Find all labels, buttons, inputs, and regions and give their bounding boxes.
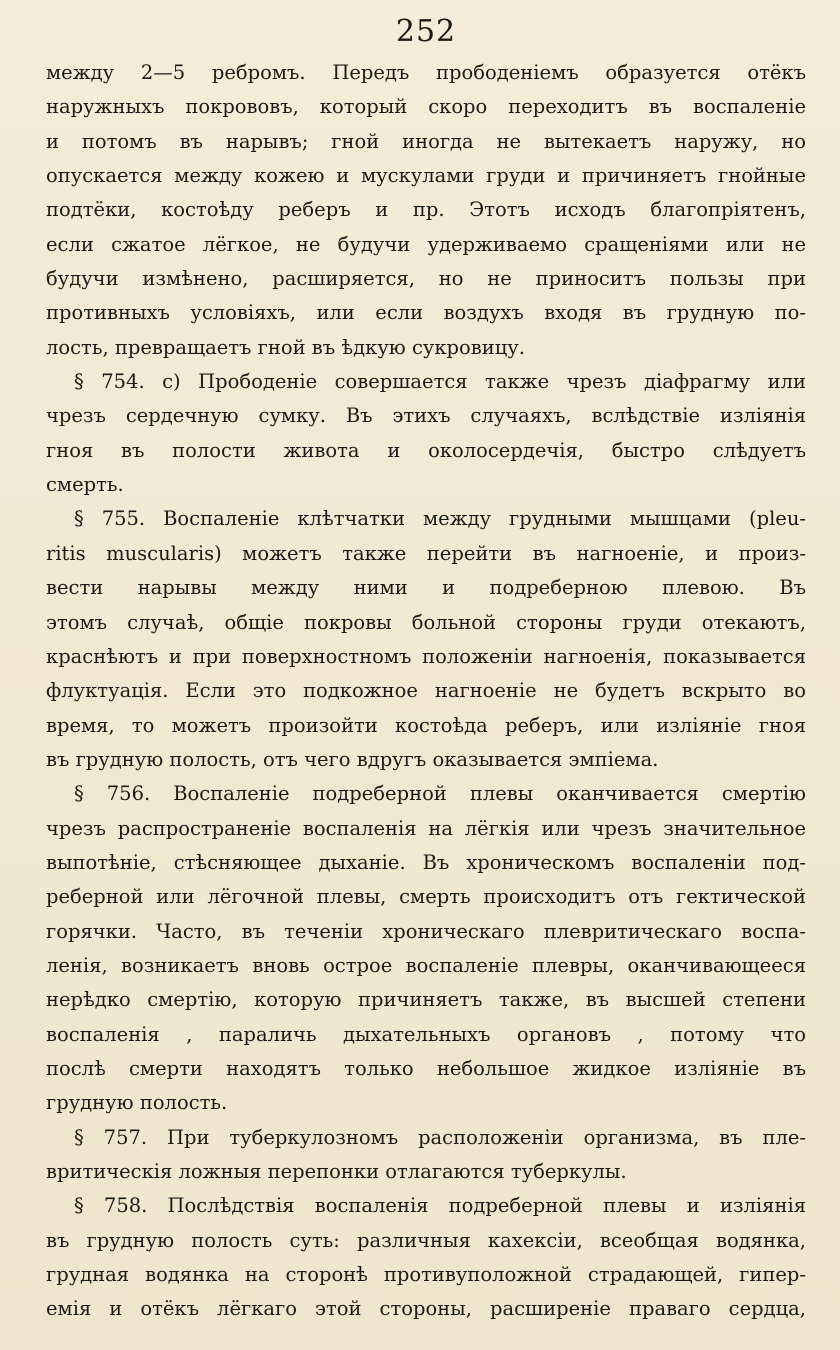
text-line: § 757. При туберкулозномъ расположеніи организма, въ пле- <box>74 1125 806 1149</box>
text-line: вритическія ложныя перепонки отлагаются туберкулы. <box>46 1160 627 1183</box>
text-line: время, то можетъ произойти костоѣда реберъ, или изліяніе гноя <box>46 713 806 737</box>
text-line: краснѣютъ и при поверхностномъ положеніи нагноенія, показывается <box>46 644 806 668</box>
text-line: ленія, возникаетъ вновь острое воспаленіе плевры, оканчивающееся <box>46 953 806 977</box>
text-line: послѣ смерти находятъ только небольшое жидкое изліяніе въ <box>46 1056 806 1080</box>
body-text <box>46 56 806 1327</box>
text-line: вести нарывы между ними и подреберною плевою. Въ <box>46 576 806 600</box>
text-line: флуктуація. Если это подкожное нагноеніе не будетъ вскрыто во <box>46 679 806 703</box>
text-line: § 756. Воспаленіе подреберной плевы оканчивается смертію <box>74 782 806 806</box>
text-line: горячки. Часто, въ теченіи хроническаго плевритическаго воспа- <box>46 919 806 943</box>
text-line: этомъ случаѣ, общіе покровы больной стороны груди отекаютъ, <box>46 610 806 634</box>
text-line: въ грудную полость, отъ чего вдругъ оказывается эмпіема. <box>46 747 659 771</box>
text-line: чрезъ распространеніе воспаленія на лёгкія или чрезъ значительное <box>46 816 806 840</box>
text-line: наружныхъ покрововъ, который скоро переходитъ въ воспаленіе <box>46 95 806 119</box>
text-line: § 758. Послѣдствія воспаленія подреберной плевы и изліянія <box>74 1194 806 1218</box>
text-line: воспаленія , параличь дыхательныхъ органовъ , потому что <box>46 1022 806 1046</box>
text-line: лость, превращаетъ гной въ ѣдкую сукровицу. <box>46 335 525 359</box>
text-line: гноя въ полости живота и околосердечія, быстро слѣдуетъ <box>46 438 806 462</box>
text-line: нерѣдко смертію, которую причиняетъ также, въ высшей степени <box>46 988 806 1012</box>
text-line: реберной или лёгочной плевы, смерть происходитъ отъ гектической <box>46 885 806 909</box>
text-line: въ грудную полость суть: различныя кахексіи, всеобщая водянка, <box>46 1228 806 1252</box>
text-line: выпотѣніе, стѣсняющее дыханіе. Въ хроническомъ воспаленіи под- <box>46 850 806 874</box>
text-line: и потомъ въ нарывъ; гной иногда не вытекаетъ наружу, но <box>46 129 806 153</box>
text-line: будучи измѣнено, расширяется, но не приноситъ пользы при <box>46 267 806 291</box>
page-number: 252 <box>395 14 457 49</box>
text-line: если сжатое лёгкое, не будучи удерживаемо сращеніями или не <box>46 232 806 256</box>
text-line: опускается между кожею и мускулами груди и причиняетъ гнойные <box>46 164 806 188</box>
text-line: ritis muscularis) можетъ также перейти въ нагноеніе, и произ- <box>46 541 806 565</box>
text-line: между 2—5 ребромъ. Передъ прободеніемъ образуется отёкъ <box>46 61 806 84</box>
text-line: грудная водянка на сторонѣ противуположной страдающей, гипер- <box>46 1263 806 1287</box>
text-line: подтёки, костоѣду реберъ и пр. Этотъ исходъ благопріятенъ, <box>46 198 806 222</box>
text-line: § 754. c) Прободеніе совершается также чрезъ діафрагму или <box>74 370 806 394</box>
text-line: грудную полость. <box>46 1091 228 1115</box>
text-line: чрезъ сердечную сумку. Въ этихъ случаяхъ, вслѣдствіе изліянія <box>46 404 806 428</box>
text-line: противныхъ условіяхъ, или если воздухъ входя въ грудную по- <box>46 301 806 325</box>
text-line: § 755. Воспаленіе клѣтчатки между грудными мышцами (pleu- <box>74 507 806 531</box>
text-line: емія и отёкъ лёгкаго этой стороны, расширеніе праваго сердца, <box>46 1297 806 1321</box>
text-line: смерть. <box>46 473 124 497</box>
